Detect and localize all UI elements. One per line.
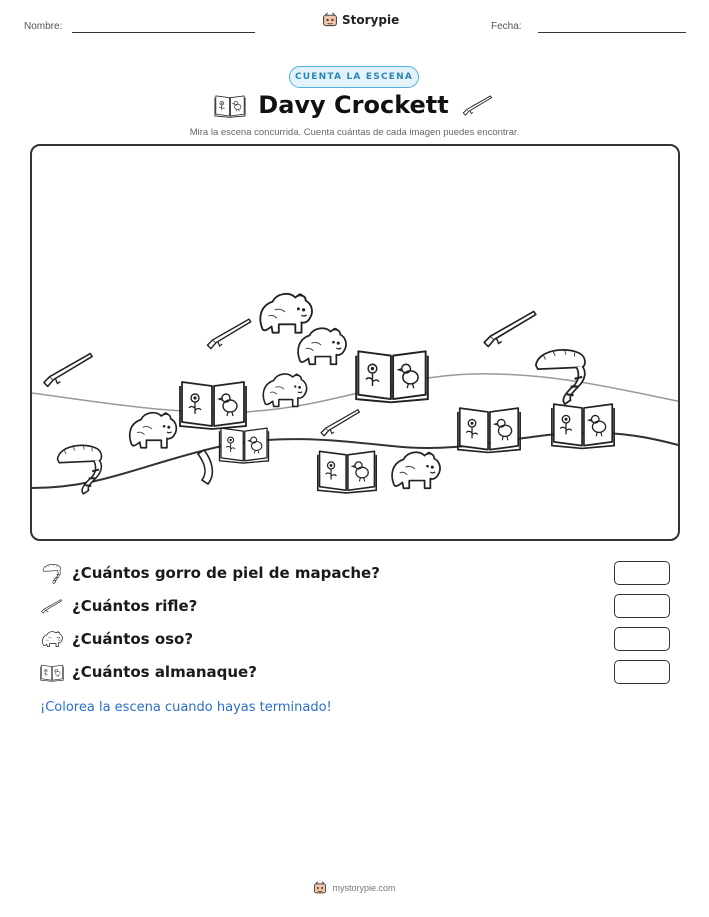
almanac <box>318 451 376 493</box>
rifle-icon <box>461 92 495 118</box>
answer-box[interactable] <box>614 594 670 618</box>
closing-instruction: ¡Colorea la escena cuando hayas terminado! <box>40 700 332 715</box>
title-row <box>0 91 709 119</box>
bear <box>392 452 440 488</box>
footer-url[interactable]: mystorypie.com <box>332 883 396 893</box>
bear <box>298 328 346 364</box>
question-row <box>40 659 670 685</box>
answer-box[interactable] <box>614 660 670 684</box>
rifle <box>484 311 536 346</box>
almanac-icon <box>214 92 246 118</box>
question-row <box>40 593 670 619</box>
question-text: ¿Cuántos rifle? <box>72 597 198 615</box>
almanac <box>180 382 246 429</box>
almanac <box>356 351 428 402</box>
almanac <box>458 408 520 452</box>
footer <box>0 881 709 895</box>
bear <box>130 413 177 448</box>
question-text: ¿Cuántos almanaque? <box>72 663 257 681</box>
activity-badge: CUENTA LA ESCENA <box>289 66 419 88</box>
rifle-icon <box>40 594 64 618</box>
name-label: Nombre: <box>24 21 63 32</box>
name-field[interactable] <box>72 32 255 33</box>
brand-logo <box>322 12 399 28</box>
date-label: Fecha: <box>491 21 522 32</box>
almanac <box>552 404 614 448</box>
instructions: Mira la escena concurrida. Cuenta cuántas de cada imagen puedes encontrar. <box>189 127 520 138</box>
answer-box[interactable] <box>614 561 670 585</box>
coonskin-cap-icon <box>40 561 64 585</box>
almanac <box>219 428 268 463</box>
scene-panel[interactable] <box>30 144 680 541</box>
question-text: ¿Cuántos oso? <box>72 630 194 648</box>
date-field[interactable] <box>538 32 686 33</box>
answer-box[interactable] <box>614 627 670 651</box>
rifle <box>44 354 92 387</box>
rifle <box>207 319 250 348</box>
rifle <box>321 410 359 436</box>
storypie-logo-icon <box>322 12 338 28</box>
question-row <box>40 626 670 652</box>
almanac-icon <box>40 660 64 684</box>
question-row <box>40 560 670 586</box>
bear <box>260 294 312 333</box>
bear-icon <box>40 627 64 651</box>
page-title: Davy Crockett <box>258 91 449 119</box>
raccoon-tail <box>198 450 212 484</box>
bear <box>263 374 306 406</box>
brand-name: Storypie <box>342 13 400 27</box>
storypie-logo-icon <box>313 881 327 895</box>
question-text: ¿Cuántos gorro de piel de mapache? <box>72 564 380 582</box>
